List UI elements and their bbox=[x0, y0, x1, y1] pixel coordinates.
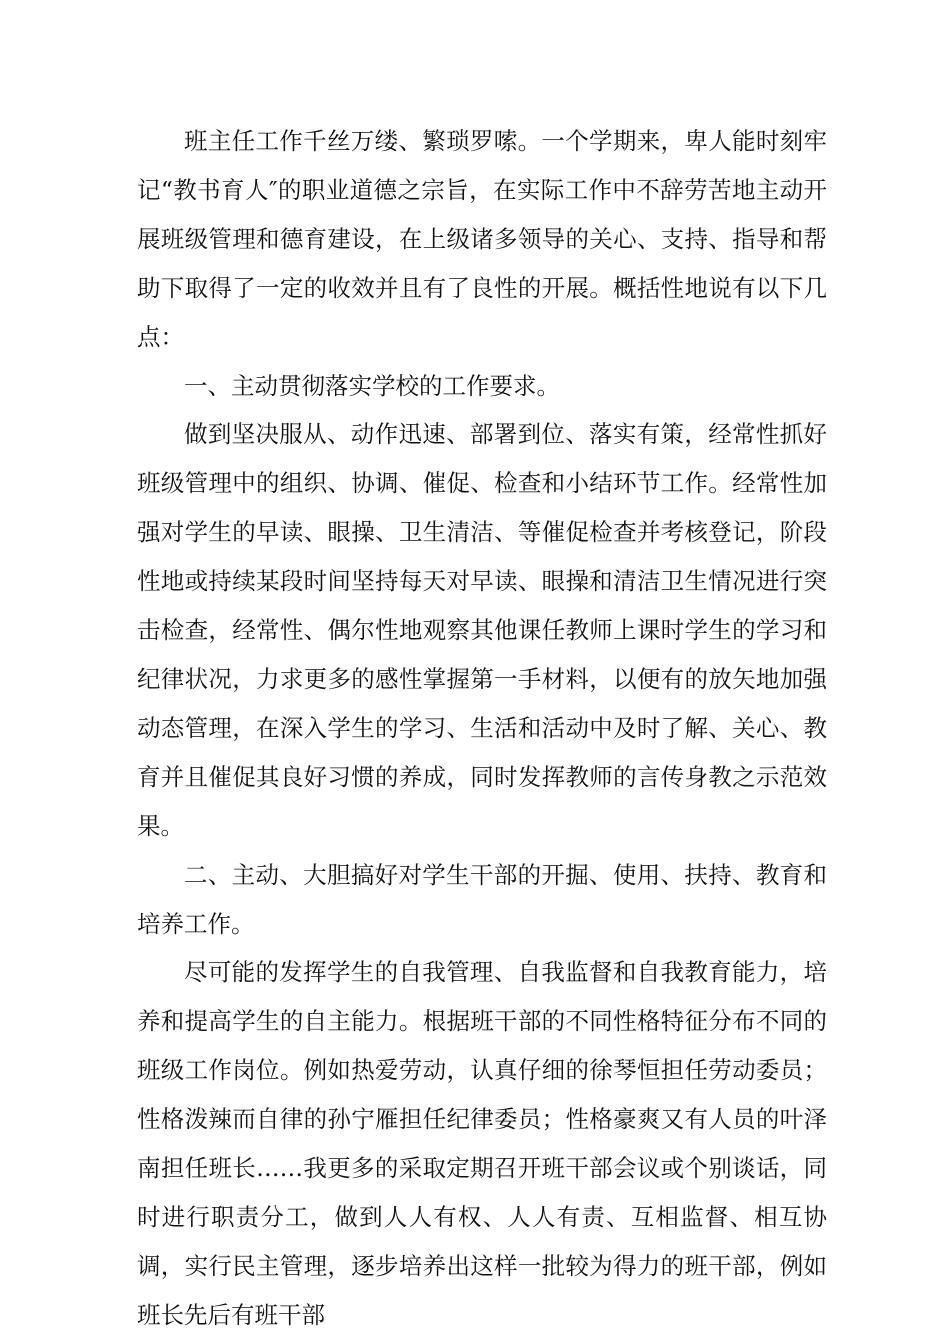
document-body bbox=[137, 117, 827, 1340]
paragraph-heading-2: 二、主动、大胆搞好对学生干部的开掘、使用、扶持、教育和培养工作。 bbox=[137, 860, 827, 938]
paragraph-body-2: 尽可能的发挥学生的自我管理、自我监督和自我教育能力，培养和提高学生的自主能力。根据班干部的不同性格特征分布不同的班级工作岗位。例如热爱劳动，认真仔细的徐琴恒担任劳动委员；性格泼辣而自律的孙宁雁担任纪律委员；性格豪爽又有人员的叶泽南担任班长……我更多的采取定期召开班干部会议或个别谈话，同时进行职责分工，做到人人有权、人人有责、互相监督、相互协调，实行民主管理，逐步培养出这样一批较为得力的班干部，例如班长先后有班干部 bbox=[137, 958, 827, 1329]
paragraph-heading-1: 一、主动贯彻落实学校的工作要求。 bbox=[184, 371, 560, 400]
paragraph-body-1: 做到坚决服从、动作迅速、部署到位、落实有策，经常性抓好班级管理中的组织、协调、催促、检查和小结环节工作。经常性加强对学生的早读、眼操、卫生清洁、等催促检查并考核登记，阶段性地或持续某段时间坚持每天对早读、眼操和清洁卫生情况进行突击检查，经常性、偶尔性地观察其他课任教师上课时学生的学习和纪律状况，力求更多的感性掌握第一手材料，以便有的放矢地加强动态管理，在深入学生的学习、生活和活动中及时了解、关心、教育并且催促其良好习惯的养成，同时发挥教师的言传身教之示范效果。 bbox=[137, 420, 827, 840]
paragraph-intro: 班主任工作千丝万缕、繁琐罗嗦。一个学期来，卑人能时刻牢记“教书育人″的职业道德之宗旨，在实际工作中不辞劳苦地主动开展班级管理和德育建设，在上级诸多领导的关心、支持、指导和帮助下取得了一定的收效并且有了良性的开展。概括性地说有以下几点： bbox=[137, 127, 827, 351]
